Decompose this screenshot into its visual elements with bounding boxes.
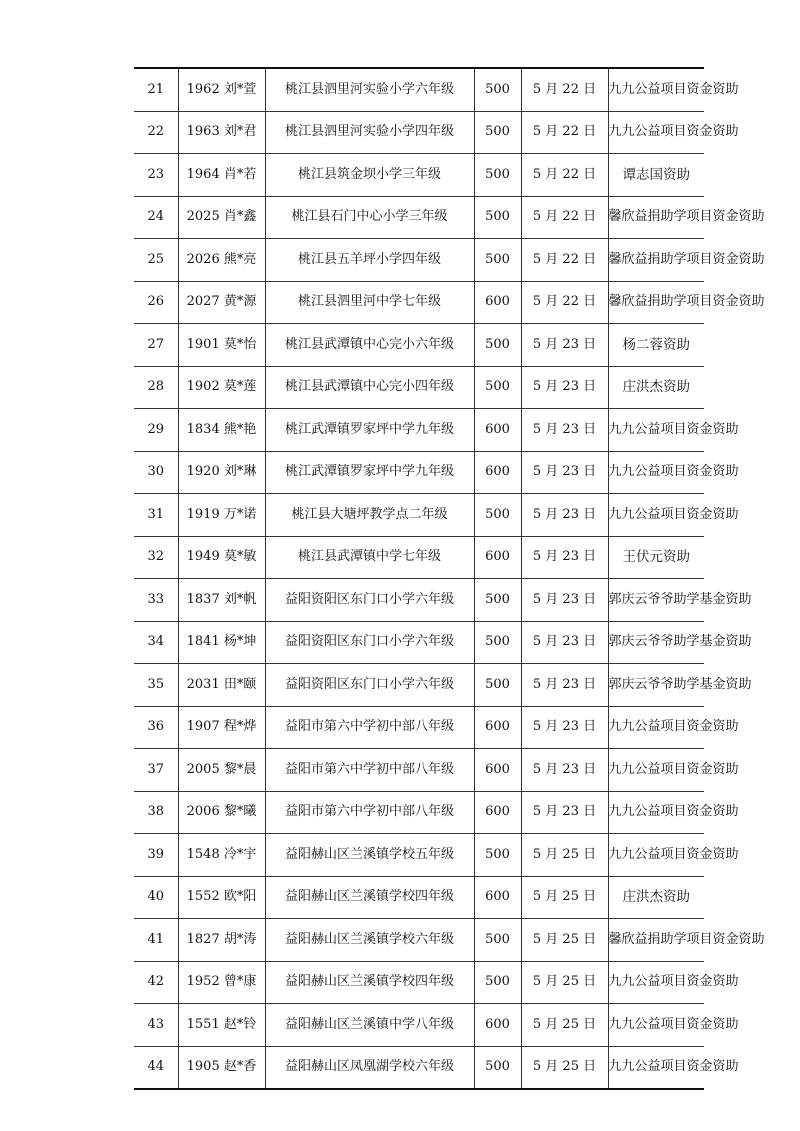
school-grade-cell: 桃江县泗里河中学七年级	[265, 281, 474, 324]
row-number-cell: 41	[134, 919, 178, 962]
row-number-cell: 40	[134, 876, 178, 919]
table-row	[134, 664, 704, 707]
school-grade-cell: 桃江县武潭镇中心完小六年级	[265, 324, 474, 367]
table-row	[134, 749, 704, 792]
table-row	[134, 919, 704, 962]
date-cell: 5 月 25 日	[521, 834, 608, 877]
row-number-cell: 32	[134, 536, 178, 579]
amount-cell: 600	[474, 536, 521, 579]
student-id-name-cell: 1551 赵*铃	[178, 1004, 265, 1047]
school-grade-cell: 益阳市第六中学初中部八年级	[265, 749, 474, 792]
student-id-name-cell: 1548 冷*宇	[178, 834, 265, 877]
student-id-name-cell: 1920 刘*琳	[178, 451, 265, 494]
school-grade-cell: 益阳赫山区兰溪镇中学八年级	[265, 1004, 474, 1047]
amount-cell: 500	[474, 239, 521, 282]
table-row	[134, 791, 704, 834]
amount-cell: 500	[474, 196, 521, 239]
student-id-name-cell: 1905 赵*香	[178, 1046, 265, 1089]
date-cell: 5 月 25 日	[521, 961, 608, 1004]
school-grade-cell: 桃江县石门中心小学三年级	[265, 196, 474, 239]
row-number-cell: 29	[134, 409, 178, 452]
funding-source-cell: 九九公益项目资金资助	[608, 961, 704, 1004]
amount-cell: 600	[474, 281, 521, 324]
funding-source-cell: 九九公益项目资金资助	[608, 409, 704, 452]
date-cell: 5 月 22 日	[521, 68, 608, 111]
amount-cell: 500	[474, 324, 521, 367]
table-row	[134, 196, 704, 239]
school-grade-cell: 益阳赫山区兰溪镇学校五年级	[265, 834, 474, 877]
date-cell: 5 月 25 日	[521, 919, 608, 962]
date-cell: 5 月 23 日	[521, 366, 608, 409]
school-grade-cell: 益阳市第六中学初中部八年级	[265, 791, 474, 834]
date-cell: 5 月 25 日	[521, 876, 608, 919]
row-number-cell: 26	[134, 281, 178, 324]
row-number-cell: 23	[134, 154, 178, 197]
school-grade-cell: 益阳赫山区兰溪镇学校六年级	[265, 919, 474, 962]
amount-cell: 600	[474, 749, 521, 792]
row-number-cell: 28	[134, 366, 178, 409]
school-grade-cell: 益阳赫山区兰溪镇学校四年级	[265, 876, 474, 919]
date-cell: 5 月 25 日	[521, 1004, 608, 1047]
table-row	[134, 324, 704, 367]
amount-cell: 600	[474, 1004, 521, 1047]
amount-cell: 600	[474, 706, 521, 749]
funding-source-cell: 馨欣益捐助学项目资金资助	[608, 196, 704, 239]
student-id-name-cell: 1834 熊*艳	[178, 409, 265, 452]
student-id-name-cell: 1837 刘*帆	[178, 579, 265, 622]
date-cell: 5 月 23 日	[521, 749, 608, 792]
funding-source-cell: 郭庆云爷爷助学基金资助	[608, 664, 704, 707]
student-id-name-cell: 2027 黄*源	[178, 281, 265, 324]
funding-source-cell: 谭志国资助	[608, 154, 704, 197]
amount-cell: 600	[474, 451, 521, 494]
table-row	[134, 961, 704, 1004]
amount-cell: 600	[474, 409, 521, 452]
school-grade-cell: 桃江武潭镇罗家坪中学九年级	[265, 451, 474, 494]
school-grade-cell: 益阳资阳区东门口小学六年级	[265, 664, 474, 707]
amount-cell: 500	[474, 961, 521, 1004]
amount-cell: 500	[474, 111, 521, 154]
school-grade-cell: 桃江县泗里河实验小学六年级	[265, 68, 474, 111]
student-id-name-cell: 1901 莫*怡	[178, 324, 265, 367]
table-row	[134, 834, 704, 877]
student-id-name-cell: 2005 黎*晨	[178, 749, 265, 792]
table-body	[134, 68, 765, 1089]
school-grade-cell: 益阳资阳区东门口小学六年级	[265, 579, 474, 622]
student-id-name-cell: 1919 万*诺	[178, 494, 265, 537]
school-grade-cell: 益阳赫山区兰溪镇学校四年级	[265, 961, 474, 1004]
row-number-cell: 38	[134, 791, 178, 834]
student-id-name-cell: 1841 杨*坤	[178, 621, 265, 664]
date-cell: 5 月 23 日	[521, 451, 608, 494]
row-number-cell: 33	[134, 579, 178, 622]
table-row	[134, 706, 704, 749]
table-row	[134, 536, 704, 579]
table-row	[134, 68, 704, 111]
school-grade-cell: 益阳市第六中学初中部八年级	[265, 706, 474, 749]
table-row	[134, 239, 704, 282]
amount-cell: 500	[474, 919, 521, 962]
funding-source-cell: 九九公益项目资金资助	[608, 706, 704, 749]
row-number-cell: 43	[134, 1004, 178, 1047]
school-grade-cell: 桃江县泗里河实验小学四年级	[265, 111, 474, 154]
student-id-name-cell: 1827 胡*涛	[178, 919, 265, 962]
school-grade-cell: 桃江县大塘坪教学点二年级	[265, 494, 474, 537]
amount-cell: 600	[474, 876, 521, 919]
amount-cell: 500	[474, 579, 521, 622]
date-cell: 5 月 23 日	[521, 621, 608, 664]
student-id-name-cell: 2026 熊*亮	[178, 239, 265, 282]
school-grade-cell: 桃江县武潭镇中学七年级	[265, 536, 474, 579]
row-number-cell: 35	[134, 664, 178, 707]
student-id-name-cell: 1952 曾*康	[178, 961, 265, 1004]
funding-source-cell: 馨欣益捐助学项目资金资助	[608, 919, 704, 962]
student-id-name-cell: 1962 刘*萱	[178, 68, 265, 111]
student-id-name-cell: 2031 田*颐	[178, 664, 265, 707]
funding-source-cell: 九九公益项目资金资助	[608, 451, 704, 494]
row-number-cell: 39	[134, 834, 178, 877]
date-cell: 5 月 23 日	[521, 579, 608, 622]
row-number-cell: 22	[134, 111, 178, 154]
row-number-cell: 44	[134, 1046, 178, 1089]
date-cell: 5 月 22 日	[521, 154, 608, 197]
amount-cell: 600	[474, 791, 521, 834]
row-number-cell: 36	[134, 706, 178, 749]
row-number-cell: 21	[134, 68, 178, 111]
school-grade-cell: 益阳资阳区东门口小学六年级	[265, 621, 474, 664]
funding-source-cell: 庄洪杰资助	[608, 876, 704, 919]
student-id-name-cell: 1552 欧*阳	[178, 876, 265, 919]
student-id-name-cell: 1963 刘*君	[178, 111, 265, 154]
funding-source-cell: 郭庆云爷爷助学基金资助	[608, 621, 704, 664]
date-cell: 5 月 25 日	[521, 1046, 608, 1089]
date-cell: 5 月 22 日	[521, 111, 608, 154]
funding-source-cell: 杨二蓉资助	[608, 324, 704, 367]
amount-cell: 500	[474, 621, 521, 664]
funding-source-cell: 九九公益项目资金资助	[608, 1046, 704, 1089]
amount-cell: 500	[474, 494, 521, 537]
funding-source-cell: 九九公益项目资金资助	[608, 111, 704, 154]
funding-source-cell: 九九公益项目资金资助	[608, 1004, 704, 1047]
row-number-cell: 31	[134, 494, 178, 537]
funding-source-cell: 馨欣益捐助学项目资金资助	[608, 281, 704, 324]
row-number-cell: 27	[134, 324, 178, 367]
student-id-name-cell: 1907 程*烨	[178, 706, 265, 749]
date-cell: 5 月 23 日	[521, 409, 608, 452]
school-grade-cell: 桃江武潭镇罗家坪中学九年级	[265, 409, 474, 452]
amount-cell: 500	[474, 68, 521, 111]
funding-source-cell: 九九公益项目资金资助	[608, 791, 704, 834]
student-id-name-cell: 1964 肖*若	[178, 154, 265, 197]
table-row	[134, 579, 704, 622]
school-grade-cell: 桃江县五羊坪小学四年级	[265, 239, 474, 282]
table-row	[134, 621, 704, 664]
table-row	[134, 876, 704, 919]
date-cell: 5 月 23 日	[521, 791, 608, 834]
row-number-cell: 42	[134, 961, 178, 1004]
date-cell: 5 月 22 日	[521, 196, 608, 239]
table-row	[134, 1004, 704, 1047]
funding-source-cell: 九九公益项目资金资助	[608, 834, 704, 877]
row-number-cell: 34	[134, 621, 178, 664]
row-number-cell: 37	[134, 749, 178, 792]
table-row	[134, 494, 704, 537]
funding-source-cell: 九九公益项目资金资助	[608, 494, 704, 537]
date-cell: 5 月 23 日	[521, 324, 608, 367]
funding-source-cell: 王伏元资助	[608, 536, 704, 579]
student-id-name-cell: 2006 黎*曦	[178, 791, 265, 834]
date-cell: 5 月 23 日	[521, 706, 608, 749]
table-row	[134, 1046, 704, 1089]
date-cell: 5 月 23 日	[521, 664, 608, 707]
row-number-cell: 24	[134, 196, 178, 239]
table-row	[134, 154, 704, 197]
funding-source-cell: 庄洪杰资助	[608, 366, 704, 409]
date-cell: 5 月 23 日	[521, 494, 608, 537]
row-number-cell: 30	[134, 451, 178, 494]
amount-cell: 500	[474, 366, 521, 409]
student-id-name-cell: 1949 莫*敏	[178, 536, 265, 579]
table-row	[134, 281, 704, 324]
table-row	[134, 111, 704, 154]
donation-table	[134, 67, 765, 1090]
amount-cell: 500	[474, 834, 521, 877]
funding-source-cell: 九九公益项目资金资助	[608, 68, 704, 111]
table-row	[134, 451, 704, 494]
amount-cell: 500	[474, 664, 521, 707]
funding-source-cell: 郭庆云爷爷助学基金资助	[608, 579, 704, 622]
amount-cell: 500	[474, 154, 521, 197]
student-id-name-cell: 2025 肖*鑫	[178, 196, 265, 239]
funding-source-cell: 馨欣益捐助学项目资金资助	[608, 239, 704, 282]
table-row	[134, 409, 704, 452]
school-grade-cell: 桃江县武潭镇中心完小四年级	[265, 366, 474, 409]
date-cell: 5 月 23 日	[521, 536, 608, 579]
funding-source-cell: 九九公益项目资金资助	[608, 749, 704, 792]
row-number-cell: 25	[134, 239, 178, 282]
date-cell: 5 月 22 日	[521, 281, 608, 324]
student-id-name-cell: 1902 莫*莲	[178, 366, 265, 409]
table-row	[134, 366, 704, 409]
school-grade-cell: 益阳赫山区凤凰湖学校六年级	[265, 1046, 474, 1089]
school-grade-cell: 桃江县筑金坝小学三年级	[265, 154, 474, 197]
amount-cell: 500	[474, 1046, 521, 1089]
date-cell: 5 月 22 日	[521, 239, 608, 282]
